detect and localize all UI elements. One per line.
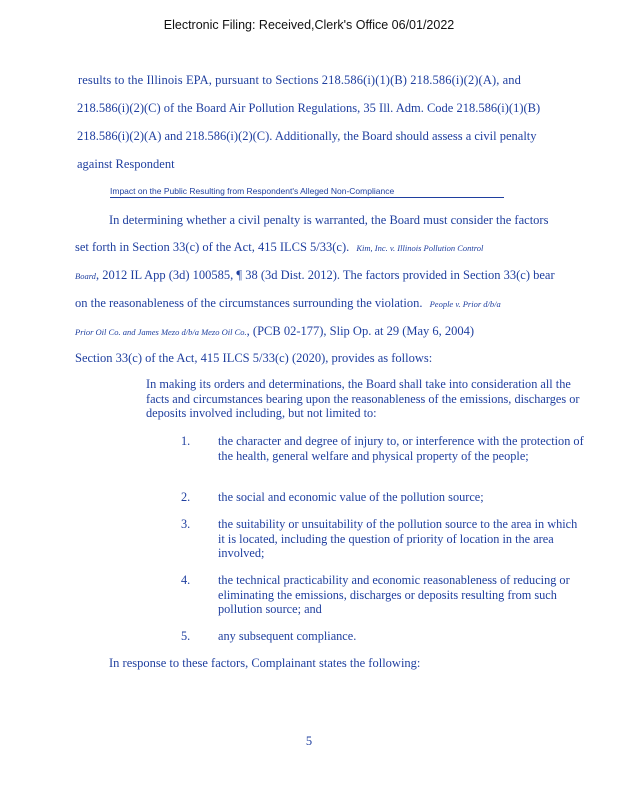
body-text-line: Section 33(c) of the Act, 415 ILCS 5/33(c) (2020), provides as follows: [75,351,433,365]
page-number: 5 [305,734,313,748]
body-text-line: In determining whether a civil penalty is warranted, the Board must consider the factors [109,213,549,227]
body-text-line: against Respondent [77,157,175,171]
case-citation: Kim, Inc. v. Illinois Pollution Control [356,243,484,253]
factor-text: the suitability or unsuitability of the pollution source to the area in which it is located, including the question of priority of location in the area involved; [218,517,578,561]
body-text-line [75,268,555,283]
case-citation: People v. Prior d/b/a [429,299,501,309]
body-text: on the reasonableness of the circumstances surrounding the violation. [75,296,423,310]
body-text-line [75,240,483,255]
body-text-line: results to the Illinois EPA, pursuant to Sections 218.586(i)(1)(B) 218.586(i)(2)(A), and [78,73,522,87]
factor-text: the character and degree of injury to, or interference with the protection of the health, general welfare and physical property of the people; [218,434,584,463]
body-text: , 2012 IL App (3d) 100585, ¶ 38 (3d Dist. 2012). The factors provided in Section 33(c) bear [95,268,555,282]
body-text-line: 218.586(i)(2)(A) and 218.586(i)(2)(C). Additionally, the Board should assess a civil penalty [77,129,537,143]
body-text-line: In response to these factors, Complainant states the following: [109,656,421,670]
body-text-line: 218.586(i)(2)(C) of the Board Air Pollution Regulations, 35 Ill. Adm. Code 218.586(i)(1)(B) [77,101,541,115]
factor-number: 1. [181,434,191,448]
factor-number: 2. [181,490,191,504]
section-heading: Impact on the Public Resulting from Respondent's Alleged Non-Compliance [110,186,504,198]
case-citation: Board [75,271,96,281]
filing-stamp-header: Electronic Filing: Received,Clerk's Office 06/01/2022 [163,18,455,32]
factor-text: the technical practicability and economic reasonableness of reducing or eliminating the emissions, discharges or deposits resulting from such pollution source; and [218,573,570,617]
factor-number: 3. [181,517,191,531]
body-text: set forth in Section 33(c) of the Act, 415 ILCS 5/33(c). [75,240,350,254]
case-citation: Prior Oil Co. and James Mezo d/b/a Mezo Oil Co. [75,327,247,337]
factor-number: 5. [181,629,191,643]
factor-number: 4. [181,573,191,587]
factor-text: the social and economic value of the pollution source; [218,490,484,504]
factor-text: any subsequent compliance. [218,629,357,643]
body-text-line [75,324,474,339]
body-text-line [75,296,501,311]
statute-quote: In making its orders and determinations, the Board shall take into consideration all the facts and circumstances bearing upon the reasonableness of the emissions, discharges or deposits involved including, but not limited to: [146,377,580,421]
body-text: , (PCB 02-177), Slip Op. at 29 (May 6, 2004) [246,324,475,338]
